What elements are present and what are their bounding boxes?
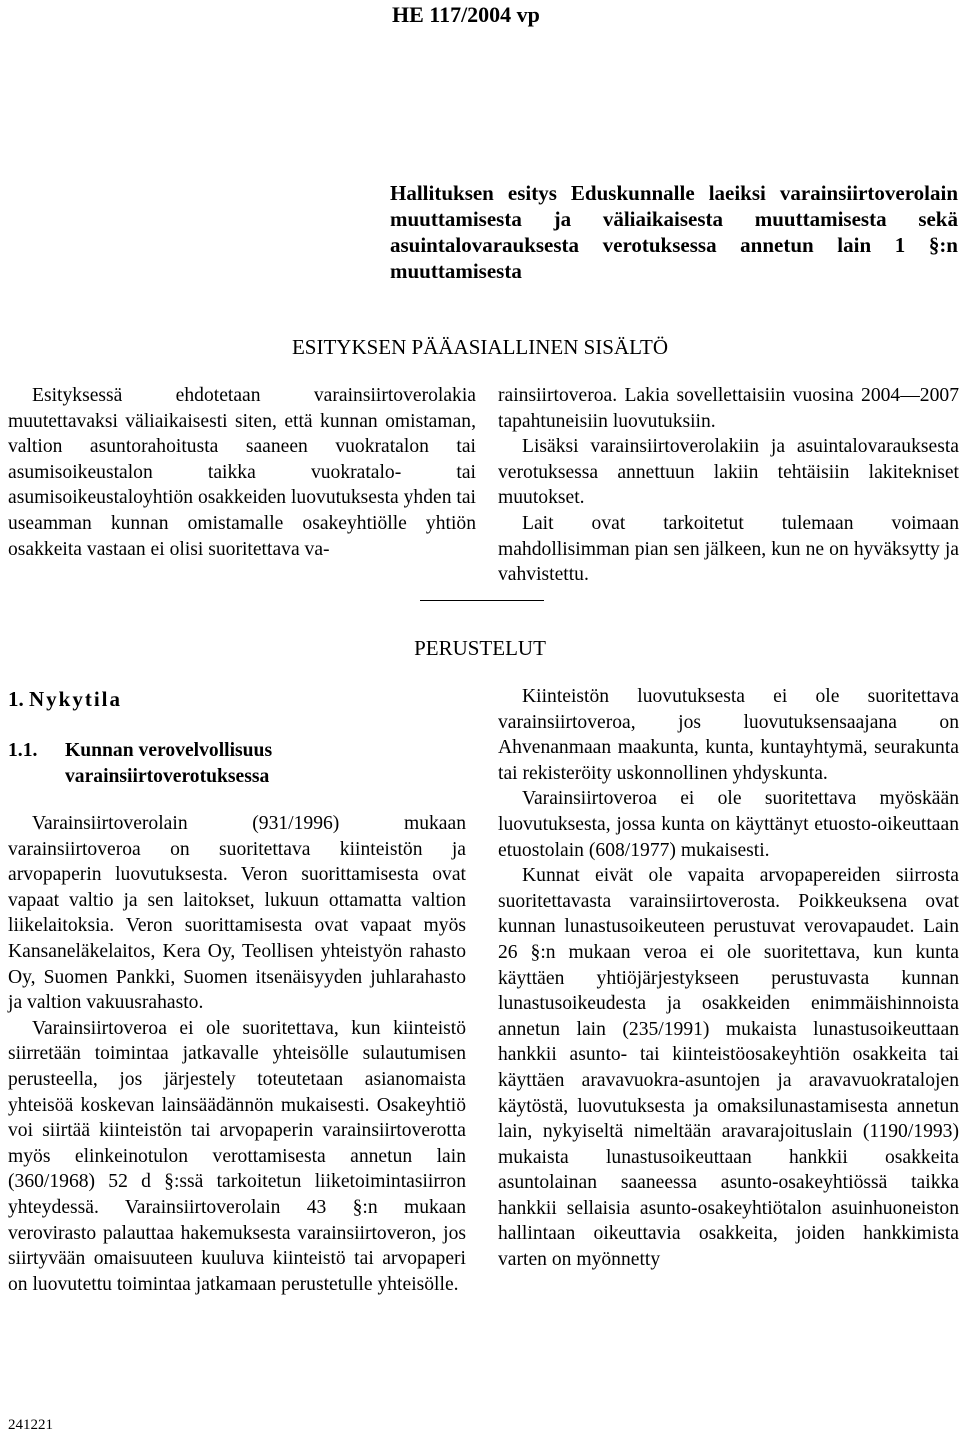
perustelut-heading: PERUSTELUT: [414, 636, 546, 660]
section-1-1-title: Kunnan verovelvollisuus varainsiirtoverotuksessa: [65, 740, 273, 787]
footer-code: 241221: [8, 1417, 53, 1433]
summary-paragraph-3: Lait ovat tarkoitetut tulemaan voimaan mahdollisimman pian sen jälkeen, kun ne on hyväksytty ja vahvistettu.: [498, 512, 959, 586]
perustelut-left-paragraph-2: Varainsiirtoveroa ei ole suoritettava, kun kiinteistö siirretään toimintaa jatkavalle yhteisölle sulautumisen perusteella, jos järjestely toteutetaan asianomaista yhteisöä koskevan lainsäädännön mukaisesti. Osakeyhtiö voi siirtää kiinteistön tai arvopaperin varainsiirtoverotta myös elinkeinotulon verottamisesta annetun lain (360/1968) 52 d §:ssä tarkoitetun liiketoimintasiirron yhteydessä. Varainsiirtoverolain 43 §:n mukaan verovirasto palauttaa hakemuksesta varainsiirtoveron, jos siirtyvään omaisuuteen kuuluva kiinteistö tai arvopaperi on luovutettu toimintaa jatkamaan perustetulle yhteisölle.: [8, 1017, 466, 1295]
summary-right-column: [498, 383, 959, 588]
section-1-title: Nykytila: [29, 687, 123, 711]
summary-left-column: [8, 383, 476, 562]
perustelut-right-paragraph-3: Kunnat eivät ole vapaita arvopapereiden siirrosta suoritettavasta varainsiirtoverosta. Poikkeuksena ovat kunnan lunastusoikeuteen perustuvat verovapaudet. Lain 26 §:n mukaan veroa ei ole suoritettava, kun kunta käyttäen yhtiöjärjestykseen perustuvasta kunnan lunastusoikeudesta ja osakkeiden enimmäishinnoista annetun lain (235/1991) mukaista lunastusoikeuttaan hankkii asunto- tai kiinteistöosakeyhtiön osakkeita tai käyttäen aravavuokra-asuntojen ja aravavuokratalojen käytöstä, luovutuksesta ja omaksilunastamisesta annetun lain, nykyiseltä nimeltään aravarajoituslain (1190/1993) mukaista lunastusoikeuttaan hankkii osakkeita asuntolainan saaneessa asunto-osakeyhtiössä taikka hankkii sellaisia asunto-osakeyhtiötalon asuinhuoneiston hallintaan oikeuttavia osakkeita, joiden hankkimista varten on myönnetty: [498, 865, 959, 1271]
section-1-1-number: 1.1.: [8, 740, 38, 761]
perustelut-left-paragraph-1: Varainsiirtoverolain (931/1996) mukaan varainsiirtoveroa on suoritettava kiinteistön ja arvopaperin luovutuksesta. Veron suorittamisesta ovat vapaat valtio ja sen laitokset, lukuun ottamatta valtion liikelaitoksia. Veron suorittamisesta ovat vapaat myös Kansaneläkelaitos, Kera Oy, Teollisen yhteistyön rahasto Oy, Suomen Pankki, Suomen itsenäisyyden juhlarahasto ja valtion vakuusrahasto.: [8, 813, 466, 1014]
summary-paragraph-1-continued: rainsiirtoveroa. Lakia sovellettaisiin vuosina 2004—2007 tapahtuneisiin luovutuksiin.: [498, 385, 959, 432]
perustelut-left-column: [8, 811, 466, 1297]
summary-paragraph-1: Esityksessä ehdotetaan varainsiirtoverolakia muutettavaksi väliaikaisesti siten, että kunnan omistaman, valtion asuntorahoitusta saaneen vuokratalon tai asumisoikeustalon taikka vuokratalo- tai asumisoikeustaloyhtiön osakkeiden luovutuksesta yhden tai useamman kunnan omistamalle osakeyhtiölle yhtiön osakkeita vastaan ei olisi suoritettava va-: [8, 385, 477, 560]
summary-paragraph-2: Lisäksi varainsiirtoverolakiin ja asuintalovarauksesta verotuksessa annettuun lakiin tehtäisiin lakitekniset muutokset.: [498, 436, 959, 509]
section-1-heading: [8, 686, 122, 712]
document-number: HE 117/2004 vp: [392, 2, 540, 27]
section-1-number: 1.: [8, 687, 24, 711]
summary-heading: ESITYKSEN PÄÄASIALLINEN SISÄLTÖ: [291, 335, 669, 359]
bill-title: Hallituksen esitys Eduskunnalle laeiksi varainsiirtoverolain muuttamisesta ja väliaikaisesta muuttamisesta sekä asuintalovarauksesta verotuksessa annetun lain 1 §:n muuttamisesta: [390, 181, 958, 283]
perustelut-right-column: [498, 684, 959, 1273]
separator-rule: [420, 600, 544, 601]
section-1-1-heading: [8, 738, 476, 789]
perustelut-right-paragraph-1: Kiinteistön luovutuksesta ei ole suoritettava varainsiirtoveroa, jos luovutuksensaajana on Ahvenanmaan maakunta, kunta, kuntayhtymä, seurakunta tai rekisteröity uskonnollinen yhdyskunta.: [498, 686, 959, 784]
perustelut-right-paragraph-2: Varainsiirtoveroa ei ole suoritettava myöskään luovutuksesta, jossa kunta on käyttänyt etuosto-oikeuttaan etuostolain (608/1977) mukaisesti.: [498, 788, 959, 861]
